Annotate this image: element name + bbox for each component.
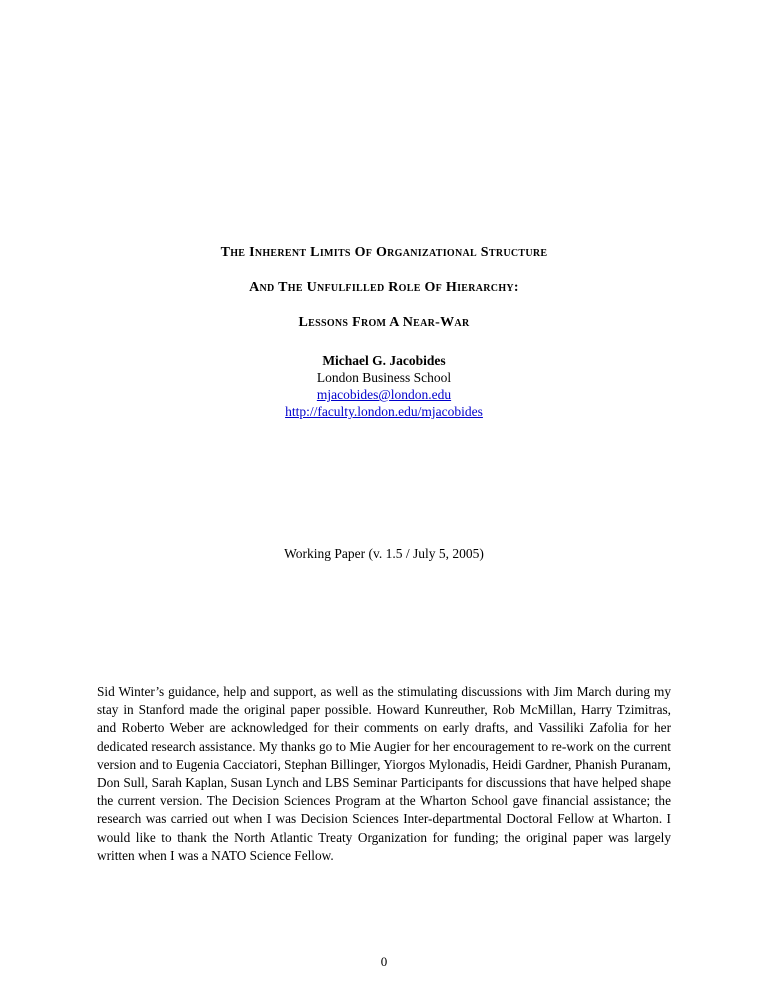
author-affiliation: London Business School	[316, 370, 452, 385]
title-block	[97, 0, 671, 330]
paper-title-line-3: Lessons From A Near-War	[298, 315, 470, 330]
author-name: Michael G. Jacobides	[322, 353, 446, 368]
author-website-row	[97, 403, 671, 420]
email-link[interactable]: mjacobides@london.edu	[316, 387, 452, 402]
paper-title-line-1: The Inherent Limits Of Organizational Structure	[220, 245, 548, 260]
working-paper-version-line: Working Paper (v. 1.5 / July 5, 2005)	[284, 546, 484, 561]
website-link[interactable]: http://faculty.london.edu/mjacobides	[285, 404, 483, 419]
page-number: 0	[380, 954, 388, 969]
author-block	[97, 352, 671, 420]
author-email-row	[97, 386, 671, 403]
acknowledgements-paragraph: Sid Winter’s guidance, help and support, as well as the stimulating discussions with Jim March during my stay in Stanford made the original paper possible. Howard Kunreuther, Rob McMillan, Harry Tzimitras, and Roberto Weber are acknowledged for their comments on early drafts, and Vassiliki Zafolia for her dedicated research assistance. My thanks go to Mie Augier for her encouragement to re-work on the current version and to Eugenia Cacciatori, Stephan Billinger, Yiorgos Mylonadis, Heidi Gardner, Phanish Puranam, Don Sull, Sarah Kaplan, Susan Lynch and LBS Seminar Participants for discussions that have helped shape the current version. The Decision Sciences Program at the Wharton School gave financial assistance; the research was carried out when I was Decision Sciences Inter-departmental Doctoral Fellow at Wharton. I would like to thank the North Atlantic Treaty Organization for funding; the original paper was largely written when I was a NATO Science Fellow.	[97, 684, 671, 863]
paper-title-line-2: And The Unfulfilled Role Of Hierarchy:	[249, 280, 519, 295]
